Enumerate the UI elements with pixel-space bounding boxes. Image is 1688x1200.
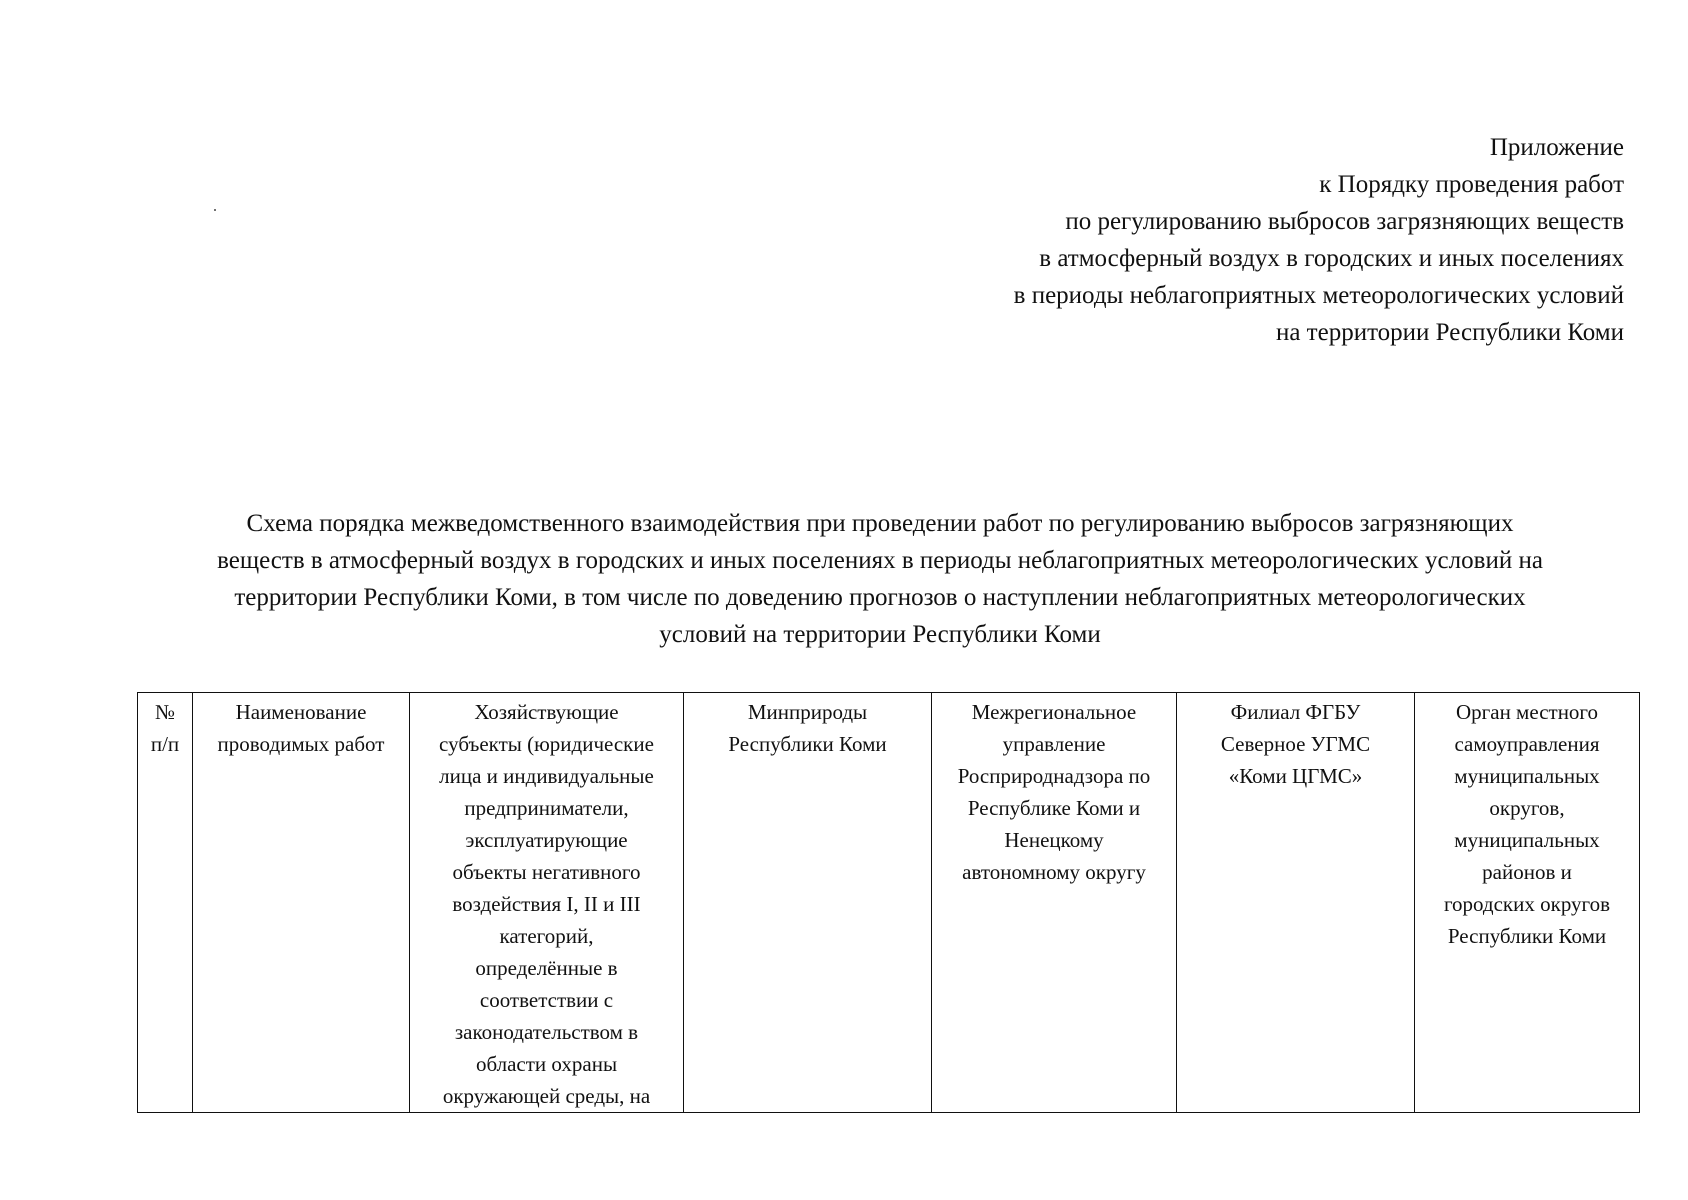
header-line: муниципальных bbox=[1454, 828, 1600, 852]
appendix-line: Приложение bbox=[1489, 134, 1624, 161]
header-line: субъекты (юридические bbox=[439, 732, 654, 756]
header-line: предприниматели, bbox=[464, 796, 629, 820]
header-line: «Коми ЦГМС» bbox=[1228, 764, 1363, 788]
header-cell-rosprirodnadzor bbox=[932, 693, 1177, 1113]
header-line: Наименование bbox=[235, 700, 367, 724]
header-line: Республики Коми bbox=[728, 732, 887, 756]
header-line: области охраны bbox=[475, 1052, 618, 1076]
interaction-scheme-table bbox=[137, 692, 1640, 1113]
appendix-line: в периоды неблагоприятных метеорологических условий bbox=[1013, 282, 1624, 309]
header-line: автономному округу bbox=[962, 860, 1146, 884]
appendix-heading bbox=[1014, 129, 1624, 351]
appendix-line: в атмосферный воздух в городских и иных поселениях bbox=[1039, 245, 1624, 272]
header-line: Республике Коми и bbox=[967, 796, 1141, 820]
header-line: районов и bbox=[1482, 860, 1572, 884]
header-line: городских округов bbox=[1443, 892, 1611, 916]
header-line: проводимых работ bbox=[217, 732, 385, 756]
header-line: окружающей среды, на bbox=[442, 1084, 651, 1108]
header-line: законодательством в bbox=[454, 1020, 639, 1044]
appendix-line: к Порядку проведения работ bbox=[1319, 171, 1624, 198]
header-line: управление bbox=[1002, 732, 1106, 756]
header-cell-komi-cgms bbox=[1177, 693, 1415, 1113]
header-line: округов, bbox=[1489, 796, 1565, 820]
header-line: Росприроднадзора по bbox=[957, 764, 1151, 788]
header-line: Хозяйствующие bbox=[474, 700, 619, 724]
header-cell-local-government bbox=[1415, 693, 1640, 1113]
header-cell-work-name bbox=[193, 693, 410, 1113]
header-line: Межрегиональное bbox=[971, 700, 1137, 724]
header-line: воздействия I, II и III bbox=[452, 892, 641, 916]
header-line: самоуправления bbox=[1454, 732, 1600, 756]
header-line: Орган местного bbox=[1455, 700, 1599, 724]
header-line: п/п bbox=[150, 732, 180, 756]
header-line: муниципальных bbox=[1454, 764, 1600, 788]
header-line: Минприроды bbox=[747, 700, 868, 724]
header-line: Филиал ФГБУ bbox=[1230, 700, 1361, 724]
title-line: условий на территории Республики Коми bbox=[659, 621, 1101, 648]
header-line: Ненецкому bbox=[1004, 828, 1104, 852]
header-cell-number bbox=[138, 693, 193, 1113]
table-header-row bbox=[138, 693, 1640, 1113]
title-line: территории Республики Коми, в том числе по доведению прогнозов о наступлении неблагоприятных метеорологических bbox=[234, 584, 1526, 611]
header-line: определённые в bbox=[475, 956, 618, 980]
document-title bbox=[130, 505, 1630, 653]
title-line: веществ в атмосферный воздух в городских и иных поселениях в периоды неблагоприятных метеорологических условий на bbox=[217, 547, 1543, 574]
appendix-line: на территории Республики Коми bbox=[1275, 319, 1624, 346]
header-line: эксплуатирующие bbox=[465, 828, 628, 852]
header-line: Республики Коми bbox=[1447, 924, 1607, 948]
header-line: соответствии с bbox=[479, 988, 614, 1012]
header-line: объекты негативного bbox=[452, 860, 641, 884]
header-line: Северное УГМС bbox=[1220, 732, 1371, 756]
appendix-line: по регулированию выбросов загрязняющих веществ bbox=[1065, 208, 1624, 235]
title-line: Схема порядка межведомственного взаимодействия при проведении работ по регулированию выбросов загрязняющих bbox=[246, 510, 1514, 537]
header-line: категорий, bbox=[499, 924, 594, 948]
header-cell-business-entities bbox=[410, 693, 684, 1113]
scan-speck bbox=[214, 209, 216, 211]
header-cell-ministry bbox=[684, 693, 932, 1113]
header-line: № bbox=[154, 700, 176, 724]
header-line: лица и индивидуальные bbox=[439, 764, 654, 788]
